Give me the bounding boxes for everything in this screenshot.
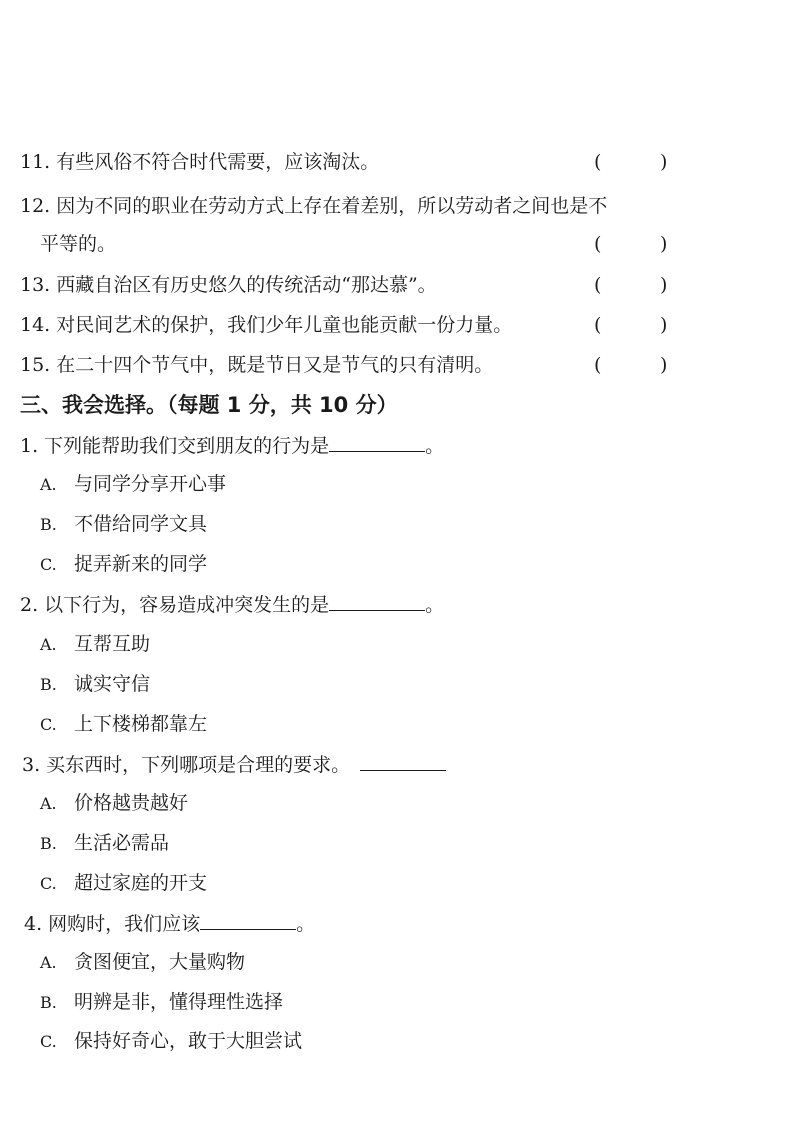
judgment-item-11 (20, 150, 379, 174)
option-letter: B. (40, 834, 57, 853)
option-c[interactable] (40, 552, 207, 577)
option-b[interactable] (40, 990, 283, 1015)
option-b[interactable] (40, 831, 169, 856)
option-text: 与同学分享开心事 (74, 473, 227, 495)
question-stem: 1. 下列能帮助我们交到朋友的行为是 (20, 435, 330, 457)
option-text: 保持好奇心，敢于大胆尝试 (74, 1030, 303, 1052)
option-letter: C. (40, 715, 57, 734)
answer-paren-close[interactable]: ) (660, 233, 668, 255)
option-text: 价格越贵越好 (74, 792, 189, 814)
answer-blank[interactable] (329, 592, 425, 611)
answer-blank[interactable] (360, 752, 446, 771)
option-a[interactable] (40, 632, 150, 657)
answer-paren-close[interactable]: ) (660, 354, 668, 376)
option-text: 明辨是非，懂得理性选择 (74, 991, 284, 1013)
judgment-item-13 (20, 273, 437, 297)
question-stem: 2. 以下行为，容易造成冲突发生的是 (20, 594, 330, 616)
judgment-text-cont: 平等的。 (40, 233, 117, 255)
judgment-item-12-continuation (40, 232, 116, 256)
question-stem-end: 。 (425, 435, 445, 457)
option-text: 诚实守信 (74, 673, 151, 695)
option-letter: C. (40, 1032, 57, 1051)
option-c[interactable] (40, 871, 207, 896)
question-stem-end: 。 (425, 594, 445, 616)
option-letter: A. (40, 794, 57, 813)
question-stem-end: 。 (296, 913, 316, 935)
option-letter: B. (40, 515, 57, 534)
answer-paren-close[interactable]: ) (660, 151, 668, 173)
option-letter: C. (40, 874, 57, 893)
judgment-item-15 (20, 353, 493, 377)
option-text: 贪图便宜，大量购物 (74, 951, 246, 973)
option-text: 超过家庭的开支 (74, 872, 208, 894)
question-4-stem (24, 911, 315, 936)
option-letter: A. (40, 953, 57, 972)
judgment-text: 14. 对民间艺术的保护，我们少年儿童也能贡献一份力量。 (20, 314, 513, 336)
option-a[interactable] (40, 791, 188, 816)
judgment-item-14 (20, 313, 512, 337)
judgment-text: 15. 在二十四个节气中，既是节日又是节气的只有清明。 (20, 354, 494, 376)
option-a[interactable] (40, 472, 226, 497)
judgment-text: 12. 因为不同的职业在劳动方式上存在着差别，所以劳动者之间也是不 (20, 195, 608, 217)
option-b[interactable] (40, 672, 150, 697)
answer-paren-open[interactable]: ( (594, 314, 602, 336)
judgment-text: 11. 有些风俗不符合时代需要，应该淘汰。 (20, 151, 380, 173)
answer-paren-open[interactable]: ( (594, 233, 602, 255)
option-letter: B. (40, 993, 57, 1012)
answer-paren-open[interactable]: ( (594, 274, 602, 296)
answer-paren-close[interactable]: ) (660, 274, 668, 296)
option-a[interactable] (40, 950, 245, 975)
option-letter: C. (40, 555, 57, 574)
option-text: 生活必需品 (74, 832, 170, 854)
question-stem: 4. 网购时，我们应该 (24, 913, 201, 935)
option-letter: A. (40, 635, 57, 654)
option-text: 捉弄新来的同学 (74, 553, 208, 575)
judgment-item-12 (20, 194, 607, 218)
question-2-stem (20, 592, 444, 617)
option-text: 上下楼梯都靠左 (74, 713, 208, 735)
judgment-text: 13. 西藏自治区有历史悠久的传统活动“那达慕”。 (20, 274, 437, 296)
option-letter: A. (40, 475, 57, 494)
question-3-stem (22, 752, 446, 777)
answer-paren-open[interactable]: ( (594, 354, 602, 376)
option-b[interactable] (40, 512, 207, 537)
option-text: 不借给同学文具 (74, 513, 208, 535)
option-c[interactable] (40, 1029, 302, 1054)
option-letter: B. (40, 675, 57, 694)
question-1-stem (20, 433, 444, 458)
answer-blank[interactable] (329, 433, 425, 452)
answer-paren-close[interactable]: ) (660, 314, 668, 336)
question-stem: 3. 买东西时，下列哪项是合理的要求。 (22, 754, 351, 776)
answer-paren-open[interactable]: ( (594, 151, 602, 173)
section-title: 三、我会选择。（每题 1 分，共 10 分） (20, 393, 398, 417)
answer-blank[interactable] (200, 911, 296, 930)
option-text: 互帮互助 (74, 633, 151, 655)
option-c[interactable] (40, 712, 207, 737)
